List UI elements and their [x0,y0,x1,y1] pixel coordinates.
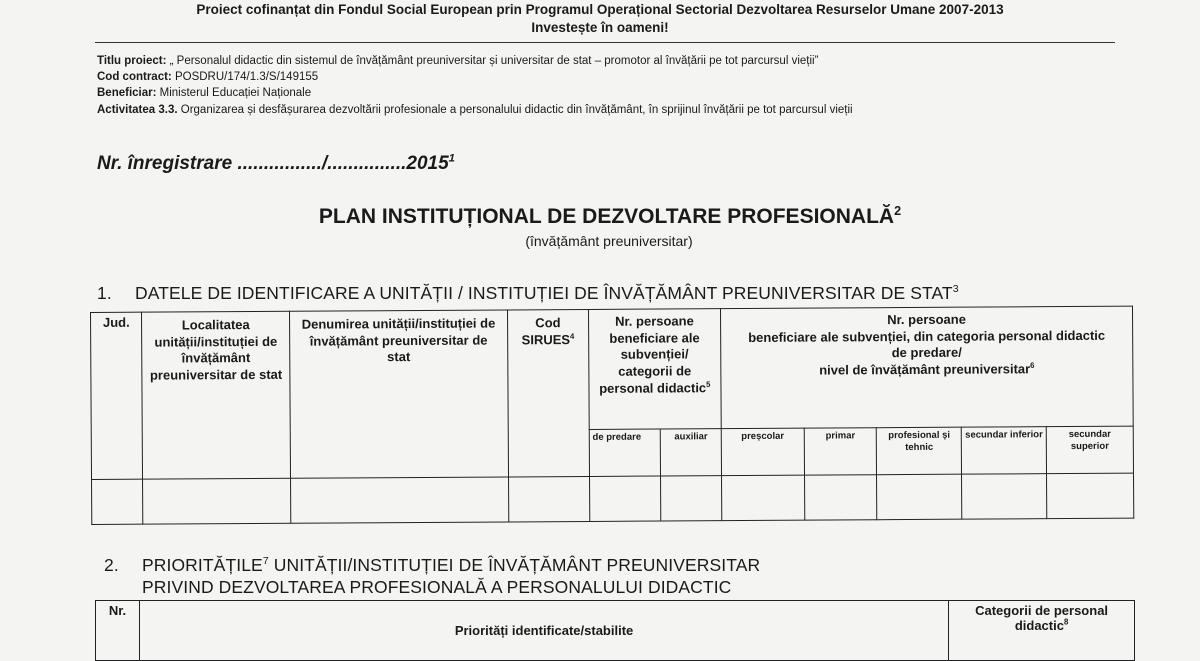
table-cell [508,476,589,521]
table-cell [92,479,144,524]
project-title-line [97,55,818,67]
activity-line [97,104,853,116]
table-cell [589,476,661,521]
document-title [0,205,1200,229]
section1-heading [97,283,959,304]
col-nr-persoane-footnote: 5 [706,379,711,389]
section2-heading-line2: PRIVIND DEZVOLTAREA PROFESIONALĂ A PERSONALULUI DIDACTIC [142,577,732,597]
table-cell [1047,473,1134,519]
subcol-secundar-superior: secundar superior [1046,426,1133,474]
registration-text: Nr. înregistrare ................/...............2015 [97,153,449,174]
col-cod-sirues-footnote: 4 [570,331,575,341]
table-cell [661,476,722,521]
col-nr-persoane-nivel-line3-wrap [741,361,1112,380]
table-row [92,473,1134,524]
table-cell [290,477,508,523]
registration-footnote: 1 [448,152,455,165]
table-cell [722,475,805,521]
col-categorii [949,601,1135,661]
col-categorii-text: Categorii de personal didactic [975,603,1109,633]
beneficiary-label: Beneficiar: [97,87,157,99]
table-cell [962,474,1047,520]
subcol-auxiliar: auxiliar [661,429,722,476]
col-nr-persoane-nivel-line1: Nr. persoane [887,311,966,328]
beneficiary-line [97,87,311,99]
section1-footnote: 3 [952,283,959,296]
col-nr: Nr. [96,601,140,661]
section2-number: 2. [104,555,119,575]
priorities-table [95,600,1135,661]
section2-text-a: PRIORITĂȚILE [142,555,263,575]
col-priorities: Priorități identificate/stabilite [139,601,948,661]
subcol-primar: primar [804,428,877,475]
subcol-prescolar: preșcolar [721,428,804,476]
col-cod-sirues [507,309,589,476]
contract-code-line [97,71,318,83]
subcol-de-predare: de predare [589,429,661,476]
table-cell [877,474,962,520]
section1-text: DATELE DE IDENTIFICARE A UNITĂȚII / INSTITUȚIEI DE ÎNVĂȚĂMÂNT PREUNIVERSITAR DE STAT [135,283,953,303]
activity-label: Activitatea 3.3. [97,104,178,116]
section1-number: 1. [97,283,112,303]
subcol-profesional: profesional și tehnic [877,427,962,475]
col-nr-persoane-text: Nr. persoane beneficiare ale subvenției/ categorii de personal didactic [599,313,707,396]
header-motto: Investește în oameni! [531,20,669,35]
col-nr-persoane-nivel-line3: nivel de învățământ preuniversitar [819,361,1031,378]
col-categorii-footnote: 8 [1063,617,1069,627]
document-title-text: PLAN INSTITUȚIONAL DE DEZVOLTARE PROFESIONALĂ [318,205,895,228]
identification-table [90,306,1134,525]
col-cod-sirues-text: Cod SIRUES [521,315,571,347]
col-nr-persoane [588,309,721,430]
document-subtitle: (învățământ preuniversitar) [525,233,693,249]
col-nr-persoane-nivel [720,306,1133,429]
project-title-value: „ Personalul didactic din sistemul de învățământ preuniversitar și universitar de stat – promotor al învățării pe tot parcursul vieții” [169,55,819,67]
header-funding-line: Proiect cofinanțat din Fondul Social European prin Programul Operațional Sectorial Dezvoltarea Resurselor Umane 2007-2013 [196,2,1004,17]
col-jud: Jud. [91,312,144,479]
col-nr-persoane-nivel-line2: beneficiare ale subvenției, din categoria personal didactic de predare/ [748,327,1106,361]
document-title-footnote: 2 [894,204,902,218]
contract-code-label: Cod contract: [97,71,172,83]
activity-value: Organizarea și desfășurarea dezvoltării profesionale a personalului didactic din învățământ, în sprijinul învățării pe tot parcursul vieții [180,104,853,116]
section2-text-b: UNITĂȚII/INSTITUȚIEI DE ÎNVĂȚĂMÂNT PREUNIVERSITAR [268,555,761,575]
beneficiary-value: Ministerul Educației Naționale [159,87,312,99]
section2-footnote: 7 [262,555,269,568]
project-title-label: Titlu proiect: [97,55,167,67]
contract-code-value: POSDRU/174/1.3/S/149155 [174,71,319,83]
col-nr-persoane-nivel-footnote: 6 [1030,360,1035,370]
table-cell [804,475,877,520]
header-separator [95,42,1115,43]
table-cell [143,478,291,524]
subcol-secundar-inferior: secundar inferior [962,427,1047,475]
col-localitatea: Localitatea unității/instituției de învățământ preuniversitar de stat [142,311,290,479]
col-denumirea: Denumirea unității/instituției de învățământ preuniversitar de stat [289,310,508,478]
section2-heading-line1 [104,555,760,576]
registration-number [97,153,455,175]
